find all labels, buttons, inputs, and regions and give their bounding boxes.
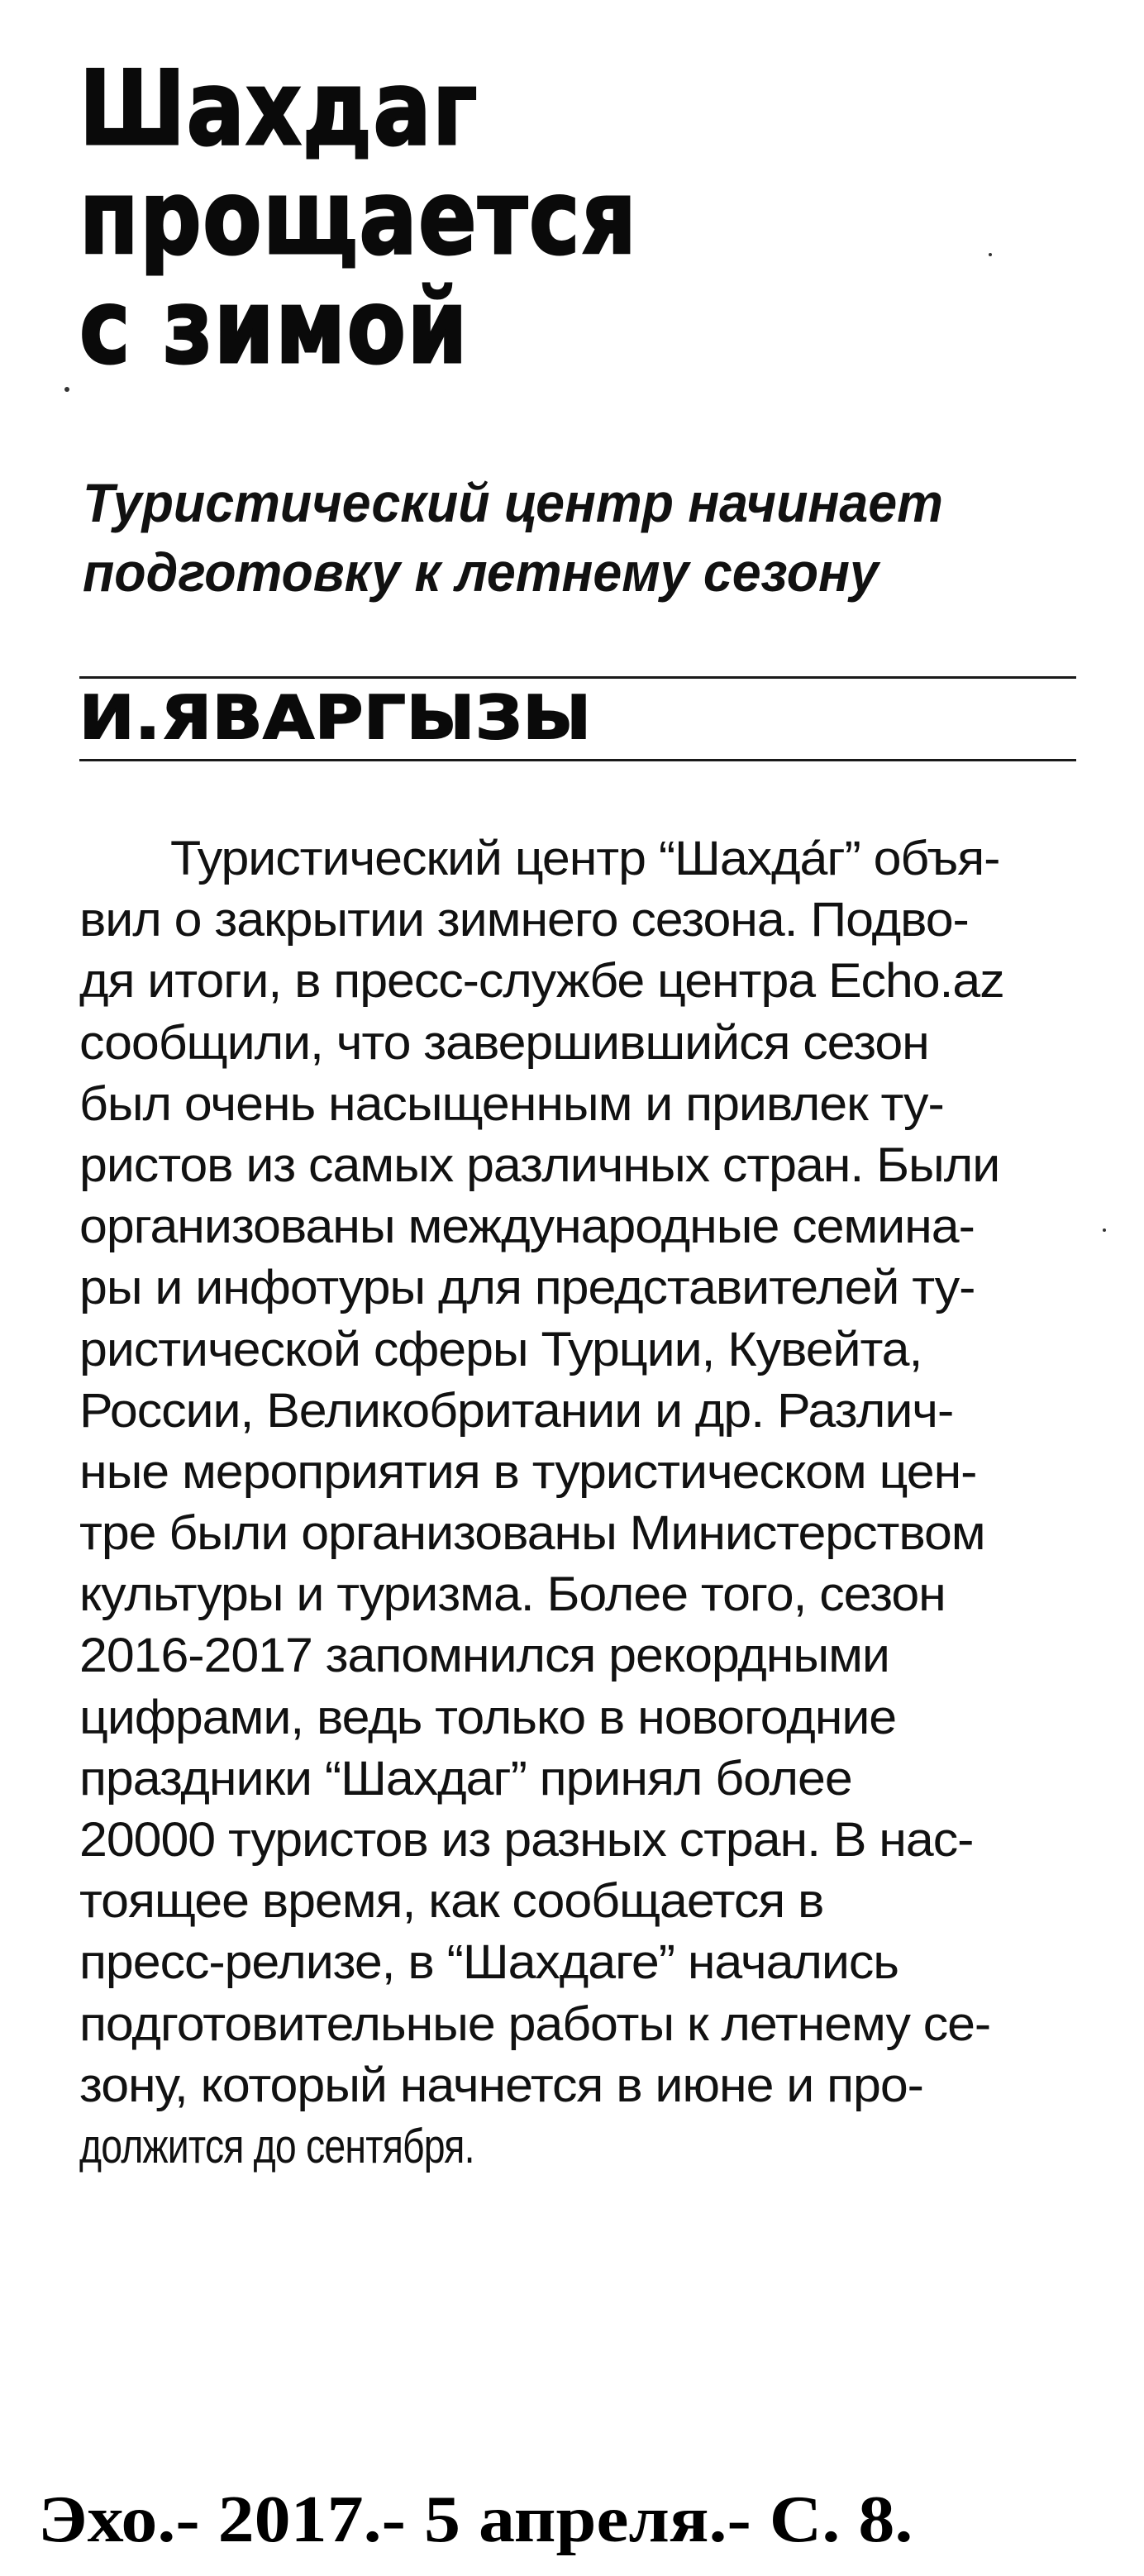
body-line: ры и инфотуры для представителей ту- xyxy=(79,1261,975,1315)
body-line: 2016-2017 запомнился рекордными xyxy=(79,1629,889,1683)
body-line: дя итоги, в пресс-службе центра Echo.az xyxy=(79,954,1004,1009)
body-line: России, Великобритании и др. Различ- xyxy=(79,1383,954,1438)
body-line: тоящее время, как сообщается в xyxy=(79,1874,824,1929)
headline-line-1: Шахдаг xyxy=(79,50,479,169)
headline-line-3: с зимой xyxy=(79,268,469,387)
body-line: цифрами, ведь только в новогодние xyxy=(79,1690,897,1744)
body-line: организованы международные семина- xyxy=(79,1200,975,1254)
body-line: подготовительные работы к летнему се- xyxy=(79,1996,991,2051)
body-line: должится до сентября. xyxy=(79,2119,474,2173)
body-line: Туристический центр “Шахда́г” объя- xyxy=(170,832,1000,885)
body-line: ристической сферы Турции, Кувейта, xyxy=(79,1322,922,1376)
body-line: ные мероприятия в туристическом цен- xyxy=(79,1444,977,1499)
scan-speck xyxy=(1103,1228,1106,1232)
article-body xyxy=(79,828,1076,2178)
body-line: пресс-релизе, в “Шахдаге” начались xyxy=(79,1935,899,1990)
body-line: 20000 туристов из разных стран. В нас- xyxy=(79,1813,974,1867)
body-line: тре были организованы Министерством xyxy=(79,1506,985,1561)
subtitle-line-2: подготовку к летнему сезону xyxy=(83,541,879,603)
headline-line-2: прощается xyxy=(79,159,638,278)
author-rule-bottom xyxy=(79,759,1076,761)
author-byline: И.ЯВАРГЫЗЫ xyxy=(79,683,592,752)
headline xyxy=(79,50,840,387)
scan-speck xyxy=(64,387,69,392)
scan-speck xyxy=(989,253,992,256)
body-line: сообщили, что завершившийся сезон xyxy=(79,1015,929,1070)
body-line: ристов из самых различных стран. Были xyxy=(79,1138,1000,1192)
source-citation: Эхо.- 2017.- 5 апреля.- С. 8. xyxy=(38,2483,913,2556)
subtitle-line-1: Туристический центр начинает xyxy=(83,472,943,533)
body-line: культуры и туризма. Более того, сезон xyxy=(79,1567,946,1622)
subtitle xyxy=(83,468,1025,607)
body-line: зону, который начнется в июне и про- xyxy=(79,2058,923,2112)
body-line: был очень насыщенным и привлек ту- xyxy=(79,1076,944,1131)
body-line: праздники “Шахдаг” принял более xyxy=(79,1751,852,1806)
body-line: вил о закрытии зимнего сезона. Подво- xyxy=(79,893,969,947)
author-rule-top xyxy=(79,676,1076,679)
